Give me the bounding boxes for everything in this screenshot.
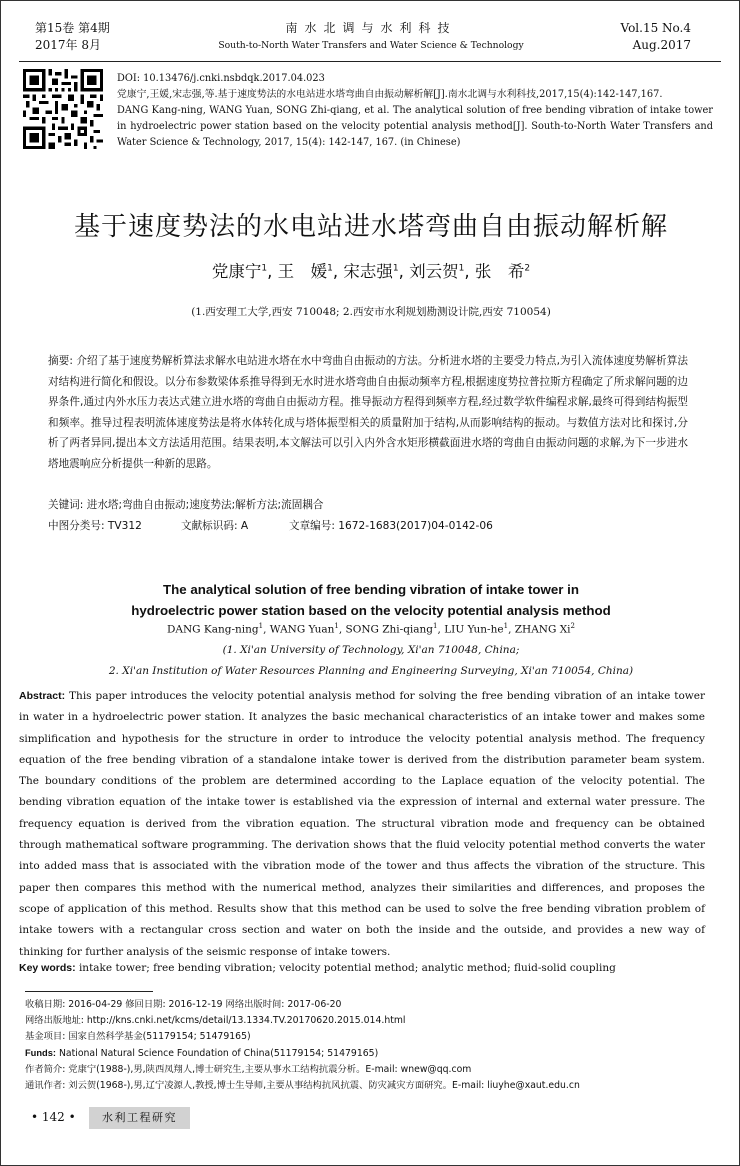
doi[interactable]: DOI: 10.13476/j.cnki.nsbdqk.2017.04.023: [117, 73, 325, 84]
paper-title-en-line2: hydroelectric power station based on the velocity potential analysis method: [131, 603, 611, 618]
abstract-cn-label: 摘要:: [48, 355, 73, 367]
keywords-en: [19, 959, 705, 977]
header-rule: [19, 61, 721, 62]
abstract-en-label: Abstract:: [19, 690, 66, 702]
footnote-fund-cn: 基金项目: 国家自然科学基金(51179154; 51479165): [25, 1031, 251, 1042]
author-affil: 2: [524, 263, 531, 274]
journal-name-en: South-to-North Water Transfers and Water Science & Technology: [218, 40, 524, 51]
author-affil: 1: [327, 263, 333, 274]
author-name: 宋志强: [343, 262, 393, 281]
author-name: 王 媛: [277, 262, 328, 281]
page-number: • 142 •: [31, 1110, 76, 1124]
issue-volume: 第15卷 第4期: [35, 21, 110, 35]
citation-en: DANG Kang-ning, WANG Yuan, SONG Zhi-qiang, et al. The analytical solution of free bending vibration of intake tower in hydroelectric power station based on the velocity potential analysis method[J]. South-to-North Water Transfers and Water Science & Technology, 2017, 15(4): 142-147, 167. (in Chinese): [117, 105, 713, 148]
footnotes: [25, 997, 715, 1094]
author-name-en: LIU Yun-he: [444, 623, 504, 636]
paper-title-en: [1, 579, 740, 621]
header-right: [621, 20, 692, 54]
author-affil-en: 1: [503, 622, 509, 630]
article-number: 文章编号: 1672-1683(2017)04-0142-06: [289, 520, 493, 532]
author-affil-en: 1: [334, 622, 339, 630]
classification-line: [48, 516, 493, 536]
keywords-en-text: intake tower; free bending vibration; velocity potential method; analytic method; fluid-solid coupling: [78, 962, 616, 974]
qr-code-icon: [23, 69, 103, 149]
footnote-corresponding: 通讯作者: 刘云贺(1968-),男,辽宁凌源人,教授,博士生导师,主要从事结构抗风抗震、防灾减灾方面研究。E-mail: liuyhe@xaut.edu.cn: [25, 1080, 580, 1091]
author-name-en: SONG Zhi-qiang: [345, 623, 434, 636]
footnote-url[interactable]: 网络出版地址: http://kns.cnki.net/kcms/detail/13.1334.TV.20170620.2015.014.html: [25, 1015, 406, 1026]
author-list-cn: 党康宁$^1$, 王 媛$^1$, 宋志强$^1$, 刘云贺$^1$, 张 希$^2$: [211, 262, 531, 281]
keywords-cn-label: 关键词:: [48, 499, 84, 511]
paper-title-cn: 基于速度势法的水电站进水塔弯曲自由振动解析解: [73, 212, 668, 242]
author-name: 张 希: [474, 262, 525, 281]
section-label: 水利工程研究: [89, 1107, 190, 1129]
keywords-en-label: Key words:: [19, 962, 76, 974]
abstract-en-text: This paper introduces the velocity potential analysis method for solving the free bending vibration of an intake tower in water in a hydroelectric power station. It analyzes the basic mechanical characteristics of an intake tower and makes some simplification and hypothesis for the structure in order to introduce the velocity potential analysis method. The frequency equation of the free bending vibration of a standalone intake tower is derived from the distribution parameter beam system. The boundary conditions of the problem are determined according to the Laplace equation of the velocity potential. The bending vibration equation of the intake tower is established via the expression of internal and external water pressure. The frequency equation is derived from the vibration equation. The structural vibration mode and frequency can be obtained through mathematical software programming. The derivation shows that the fluid velocity potential method converts the water into added mass that is associated with the vibration mode of the tower and thus affects the vibration of the structure. This paper then compares this method with the numerical method, analyzes their similarities and differences, and proposes the scope of application of this method. Results show that this method can be used to solve the free bending vibration problem of intake towers with a rectangular cross section and water on both the inside and the outside, and provides a new way of thinking for further analysis of the seismic response of intake towers.: [19, 690, 705, 958]
fund-en-label: Funds:: [25, 1048, 56, 1058]
affiliation-en-1: (1. Xi'an University of Technology, Xi'an 710048, China;: [222, 644, 520, 656]
footnote-author-bio: 作者简介: 党康宁(1988-),男,陕西凤翔人,博士研究生,主要从事水工结构抗震分析。E-mail: wnew@qq.com: [25, 1064, 472, 1075]
clc-number: 中图分类号: TV312: [48, 520, 142, 532]
author-affil: 1: [392, 263, 399, 274]
abstract-cn-text: 介绍了基于速度势解析算法求解水电站进水塔在水中弯曲自由振动的方法。分析进水塔的主要受力特点,为引入流体速度势解析算法对结构进行简化和假设。以分布参数梁体系推导得到无水时进水塔弯曲自由振动频率方程,根据速度势拉普拉斯方程确定了所求解问题的边界条件,通过内外水压力表达式建立进水塔的弯曲自由振动方程。推导振动方程得到频率方程,经过数学软件编程求解,最终可得到结构振型和频率。推导过程表明流体速度势法是将水体转化成与塔体振型相关的质量附加于结构,从而影响结构的振动。与数值方法对比和探讨,分析了两者异同,提出本文方法适用范围。结果表明,本文解法可以引入内外含水矩形横截面进水塔的弯曲自由振动问题的求解,为下一步进水塔地震响应分析提供一种新的思路。: [48, 355, 688, 470]
author-affil: 1: [261, 263, 268, 274]
journal-name-cn: 南水北调与水利科技: [285, 21, 457, 35]
issue-date-en: Aug.2017: [632, 38, 691, 52]
fund-en-text: National Natural Science Foundation of China(51179154; 51479165): [58, 1048, 379, 1059]
citation-block: [117, 71, 713, 151]
abstract-cn: [48, 351, 688, 474]
author-name: 党康宁: [211, 262, 262, 281]
author-affil-en: 1: [433, 622, 438, 630]
author-affil-en: 1: [258, 622, 264, 630]
author-name-en: WANG Yuan: [269, 623, 335, 636]
author-name: 刘云贺: [409, 262, 459, 281]
abstract-en: [19, 686, 705, 963]
citation-cn: 党康宁,王媛,宋志强,等.基于速度势法的水电站进水塔弯曲自由振动解析解[J].南水北调与水利科技,2017,15(4):142-147,167.: [117, 89, 663, 100]
affiliation-en-2: 2. Xi'an Institution of Water Resources Planning and Engineering Surveying, Xi'an 710054, China): [108, 665, 634, 677]
footnote-rule: [25, 991, 153, 992]
header-left: [35, 20, 110, 54]
issue-date-cn: 2017年 8月: [35, 38, 101, 52]
issue-volume-en: Vol.15 No.4: [620, 21, 691, 35]
author-list-en: DANG Kang-ning$^1$, WANG Yuan$^1$, SONG Zhi-qiang$^1$, LIU Yun-$he^1$, ZHANG Xi$^2$: [166, 622, 575, 636]
paper-title-en-line1: The analytical solution of free bending vibration of intake tower in: [163, 582, 579, 597]
author-affil: 1: [458, 263, 465, 274]
footnote-dates: 收稿日期: 2016-04-29 修回日期: 2016-12-19 网络出版时间: 2017-06-20: [25, 999, 342, 1010]
author-affil-en: 2: [570, 622, 575, 630]
affiliation-cn: (1.西安理工大学,西安 710048; 2.西安市水利规划勘测设计院,西安 710054): [191, 306, 551, 318]
author-name-en: ZHANG Xi: [514, 623, 571, 636]
keywords-cn: [48, 495, 323, 515]
header-center: [201, 20, 541, 54]
keywords-cn-text: 进水塔;弯曲自由振动;速度势法;解析方法;流固耦合: [86, 499, 324, 511]
author-name-en: DANG Kang-ning: [166, 623, 259, 636]
document-code: 文献标识码: A: [181, 520, 249, 532]
footnote-fund-en: [25, 1045, 715, 1062]
